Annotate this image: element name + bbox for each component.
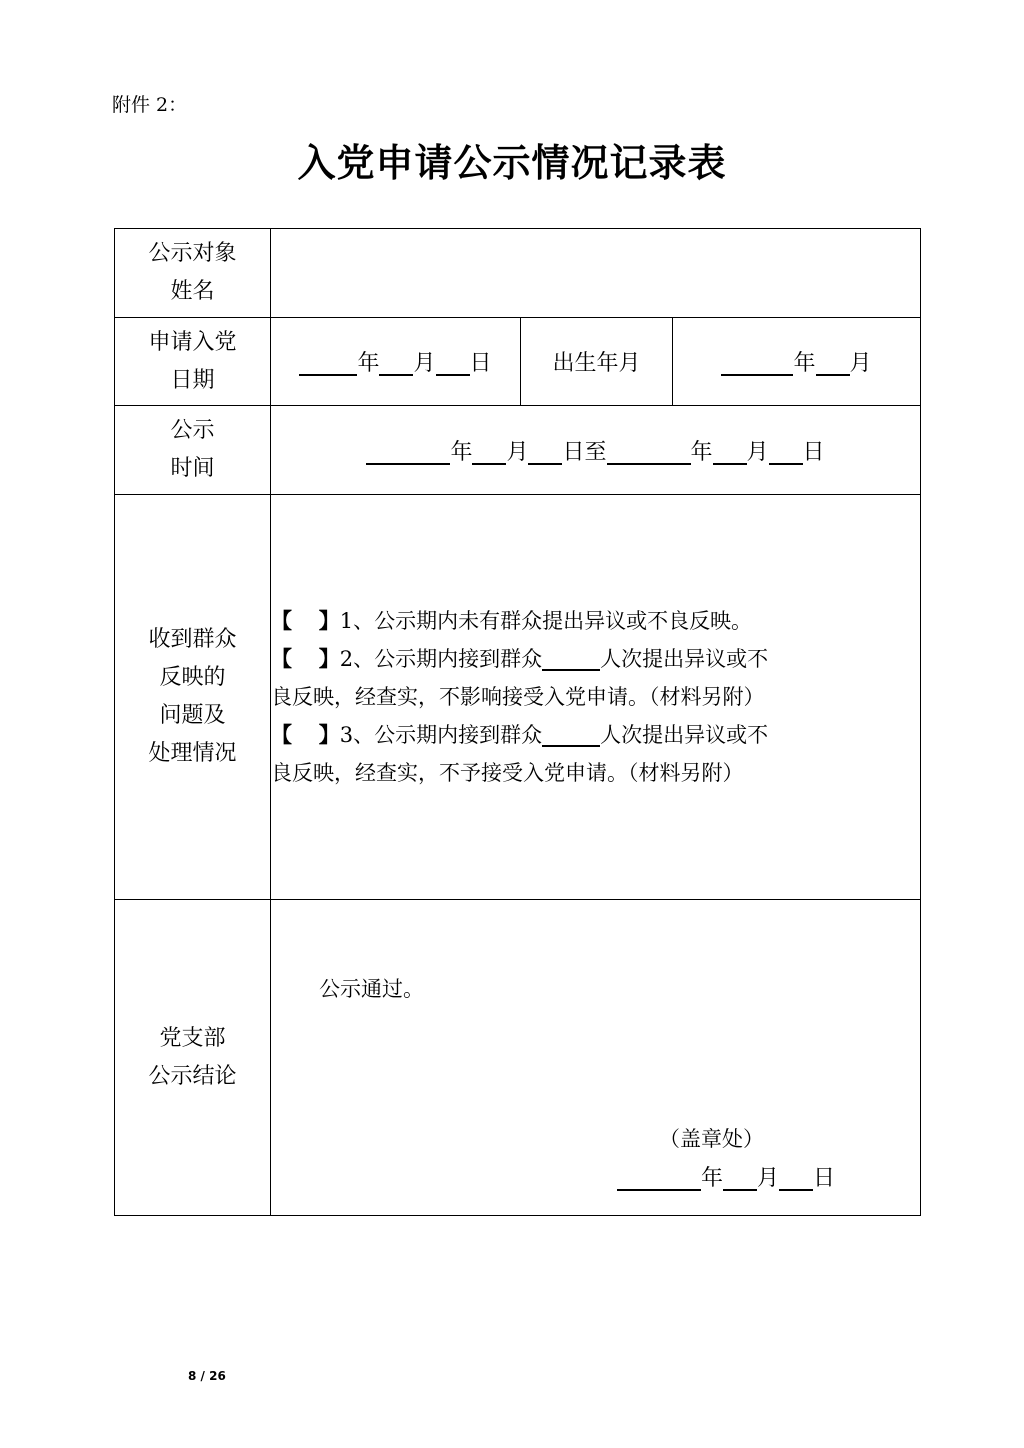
birth-month-blank[interactable] <box>816 350 850 376</box>
option-1[interactable]: 【 】1、公示期内未有群众提出异议或不良反映。 <box>271 609 753 633</box>
row-feedback <box>115 495 921 900</box>
period-field[interactable]: 年 月 日至 年 月 日 <box>271 406 921 495</box>
checkbox-bracket[interactable]: 【 <box>271 609 292 633</box>
row-period <box>115 406 921 495</box>
conclusion-date[interactable]: 年 月 日 <box>617 1161 835 1192</box>
option-2[interactable]: 【 】2、公示期内接到群众 人次提出异议或不 <box>271 647 769 671</box>
record-form-table <box>114 228 921 1216</box>
count-blank[interactable] <box>542 647 600 671</box>
apply-date-field[interactable]: 年 月 日 <box>271 318 521 406</box>
period-label: 公示 时间 <box>115 406 271 495</box>
year-blank[interactable] <box>299 350 357 376</box>
conclusion-text: 公示通过。 <box>319 976 424 1001</box>
start-year-blank[interactable] <box>366 439 450 465</box>
conclusion-label: 党支部 公示结论 <box>115 900 271 1216</box>
name-field[interactable] <box>271 229 921 318</box>
birth-label: 出生年月 <box>521 318 673 406</box>
conclusion-field[interactable] <box>271 900 921 1216</box>
row-apply-date <box>115 318 921 406</box>
start-month-blank[interactable] <box>472 439 506 465</box>
month-blank[interactable] <box>379 350 413 376</box>
form-title: 入党申请公示情况记录表 <box>297 140 727 185</box>
option-3-continued: 良反映，经查实，不予接受入党申请。（材料另附） <box>271 761 744 785</box>
page-number: 8 / 26 <box>188 1369 226 1383</box>
birth-year-blank[interactable] <box>721 350 793 376</box>
row-conclusion <box>115 900 921 1216</box>
checkbox-bracket[interactable]: 【 <box>271 723 292 747</box>
stamp-placeholder: （盖章处） <box>659 1126 764 1151</box>
option-2-continued: 良反映，经查实，不影响接受入党申请。（材料另附） <box>271 685 765 709</box>
row-name <box>115 229 921 318</box>
apply-date-label: 申请入党 日期 <box>115 318 271 406</box>
month-blank[interactable] <box>723 1165 757 1191</box>
start-day-blank[interactable] <box>528 439 562 465</box>
day-blank[interactable] <box>436 350 470 376</box>
feedback-label: 收到群众 反映的 问题及 处理情况 <box>115 495 271 900</box>
end-year-blank[interactable] <box>607 439 691 465</box>
end-day-blank[interactable] <box>769 439 803 465</box>
birth-field[interactable]: 年 月 <box>673 318 921 406</box>
feedback-options <box>271 495 921 900</box>
attachment-label: 附件 2： <box>112 94 188 116</box>
count-blank[interactable] <box>542 723 600 747</box>
day-blank[interactable] <box>779 1165 813 1191</box>
name-label: 公示对象 姓名 <box>115 229 271 318</box>
end-month-blank[interactable] <box>713 439 747 465</box>
year-blank[interactable] <box>617 1165 701 1191</box>
option-3[interactable]: 【 】3、公示期内接到群众 人次提出异议或不 <box>271 723 769 747</box>
checkbox-bracket[interactable]: 【 <box>271 647 292 671</box>
